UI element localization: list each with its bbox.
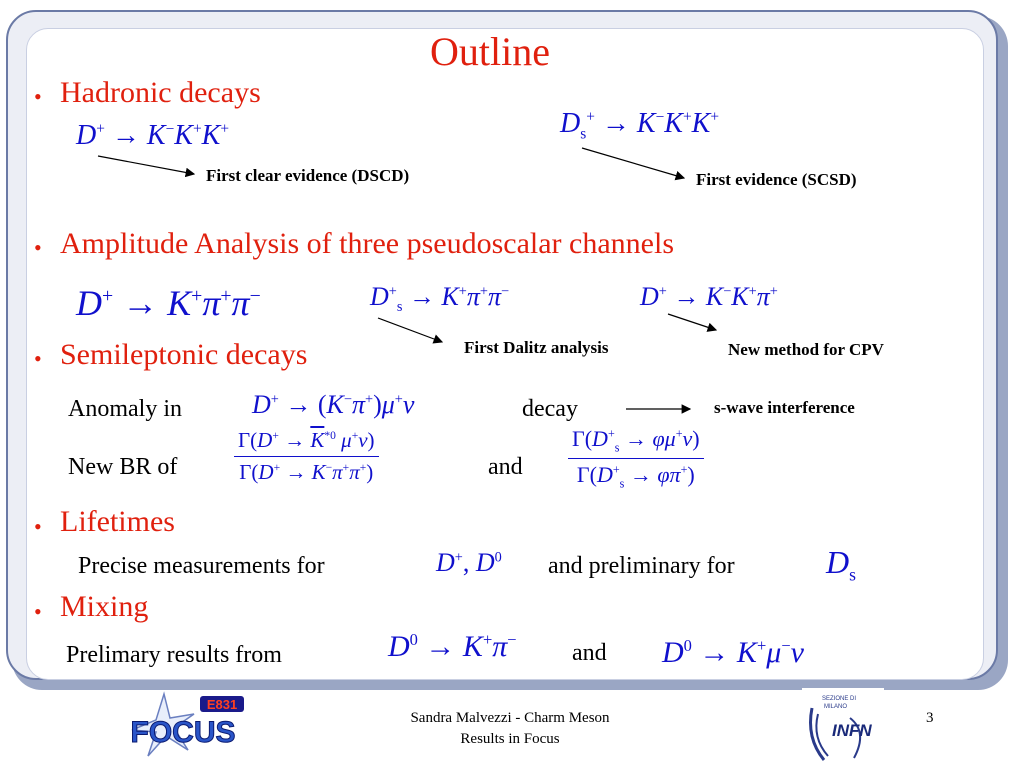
text-and-preliminary: and preliminary for — [548, 553, 735, 579]
formula-dplus-kkk: D+ → K−K+K+ — [76, 120, 230, 151]
text-prelimary: Prelimary results from — [66, 642, 282, 668]
label-scsd: First evidence (SCSD) — [696, 170, 857, 189]
text-decay: decay — [522, 396, 578, 422]
text-new-br-of: New BR of — [68, 454, 178, 480]
formula-dplus-kpimunu: D+ → (K−π+)μ+ν — [252, 390, 415, 419]
formula-ds: $D_s$ — [826, 544, 856, 585]
arrow-dalitz — [378, 318, 442, 342]
slide-title: Outline — [430, 29, 550, 74]
formula-dplus-d0: D+, $D^0$ — [436, 548, 502, 577]
bullet-lifetimes: Lifetimes — [60, 505, 175, 538]
bullet-hadronic: Hadronic decays — [60, 76, 261, 109]
text-and: and — [488, 454, 523, 480]
formula-dplus-kkpi: D+ → K−K+π+ — [640, 282, 778, 311]
bullet-dot: • — [34, 346, 42, 371]
formula-br-ratio-phi: $\frac{\Gamma(D^+_s \to \varphi\mu^+\nu)}{\Gamma(D^+_s \to \varphi\pi^+)}$ — [568, 426, 704, 492]
focus-logo — [118, 690, 248, 766]
bullet-mixing: Mixing — [60, 590, 149, 623]
label-swave: s-wave interference — [714, 398, 855, 417]
arrow-scsd — [582, 148, 684, 178]
label-dscd: First clear evidence (DSCD) — [206, 166, 410, 185]
focus-logo-tag: E831 — [206, 697, 238, 712]
bullet-dot: • — [34, 599, 42, 624]
infn-logo-name: INFN — [832, 721, 872, 740]
formula-d0-kmunu: $D^0 \to K^+\mu^-\nu$ — [662, 636, 804, 669]
arrow-dscd — [98, 156, 194, 174]
bullet-dot: • — [34, 84, 42, 109]
focus-logo-name: FOCUS — [130, 716, 236, 749]
infn-logo-graphic — [802, 688, 884, 768]
bullet-semileptonic: Semileptonic decays — [60, 338, 308, 371]
focus-logo-graphic — [118, 690, 248, 766]
footer-line-1: Sandra Malvezzi - Charm Meson — [410, 710, 610, 726]
formula-dplus-kpipi: D+ → K+π+π− — [76, 283, 261, 323]
formula-d0-kpi: $D^0 \to K^+\pi^-$ — [388, 630, 517, 663]
infn-logo-mid: MILANO — [824, 704, 848, 710]
formula-ds-kpipi: $D^+_s \to K^+\pi^+\pi^-$ — [370, 282, 510, 316]
text-precise: Precise measurements for — [78, 553, 325, 579]
formula-br-ratio-kstar: $\frac{\Gamma(D^+ \to \overline{K}^{*0} \mu^+\nu)}{\Gamma(D^+ \to K^-\pi^+\pi^+)}$ — [234, 428, 379, 485]
label-dalitz: First Dalitz analysis — [464, 338, 609, 357]
infn-logo — [802, 688, 884, 768]
footer-line-2: Results in Focus — [460, 731, 560, 747]
arrow-cpv — [668, 314, 716, 330]
formula-ds-kkk: $D_s^+ \to K^-K^+K^+$ — [560, 108, 720, 143]
infn-logo-top: SEZIONE DI — [822, 696, 857, 702]
bullet-amplitude: Amplitude Analysis of three pseudoscalar channels — [60, 227, 675, 260]
bullet-dot: • — [34, 514, 42, 539]
bullet-dot: • — [34, 235, 42, 260]
footer-author — [360, 708, 660, 750]
label-cpv: New method for CPV — [728, 340, 884, 359]
text-and-mixing: and — [572, 640, 607, 666]
text-anomaly-in: Anomaly in — [68, 396, 182, 422]
page-number: 3 — [926, 710, 934, 726]
